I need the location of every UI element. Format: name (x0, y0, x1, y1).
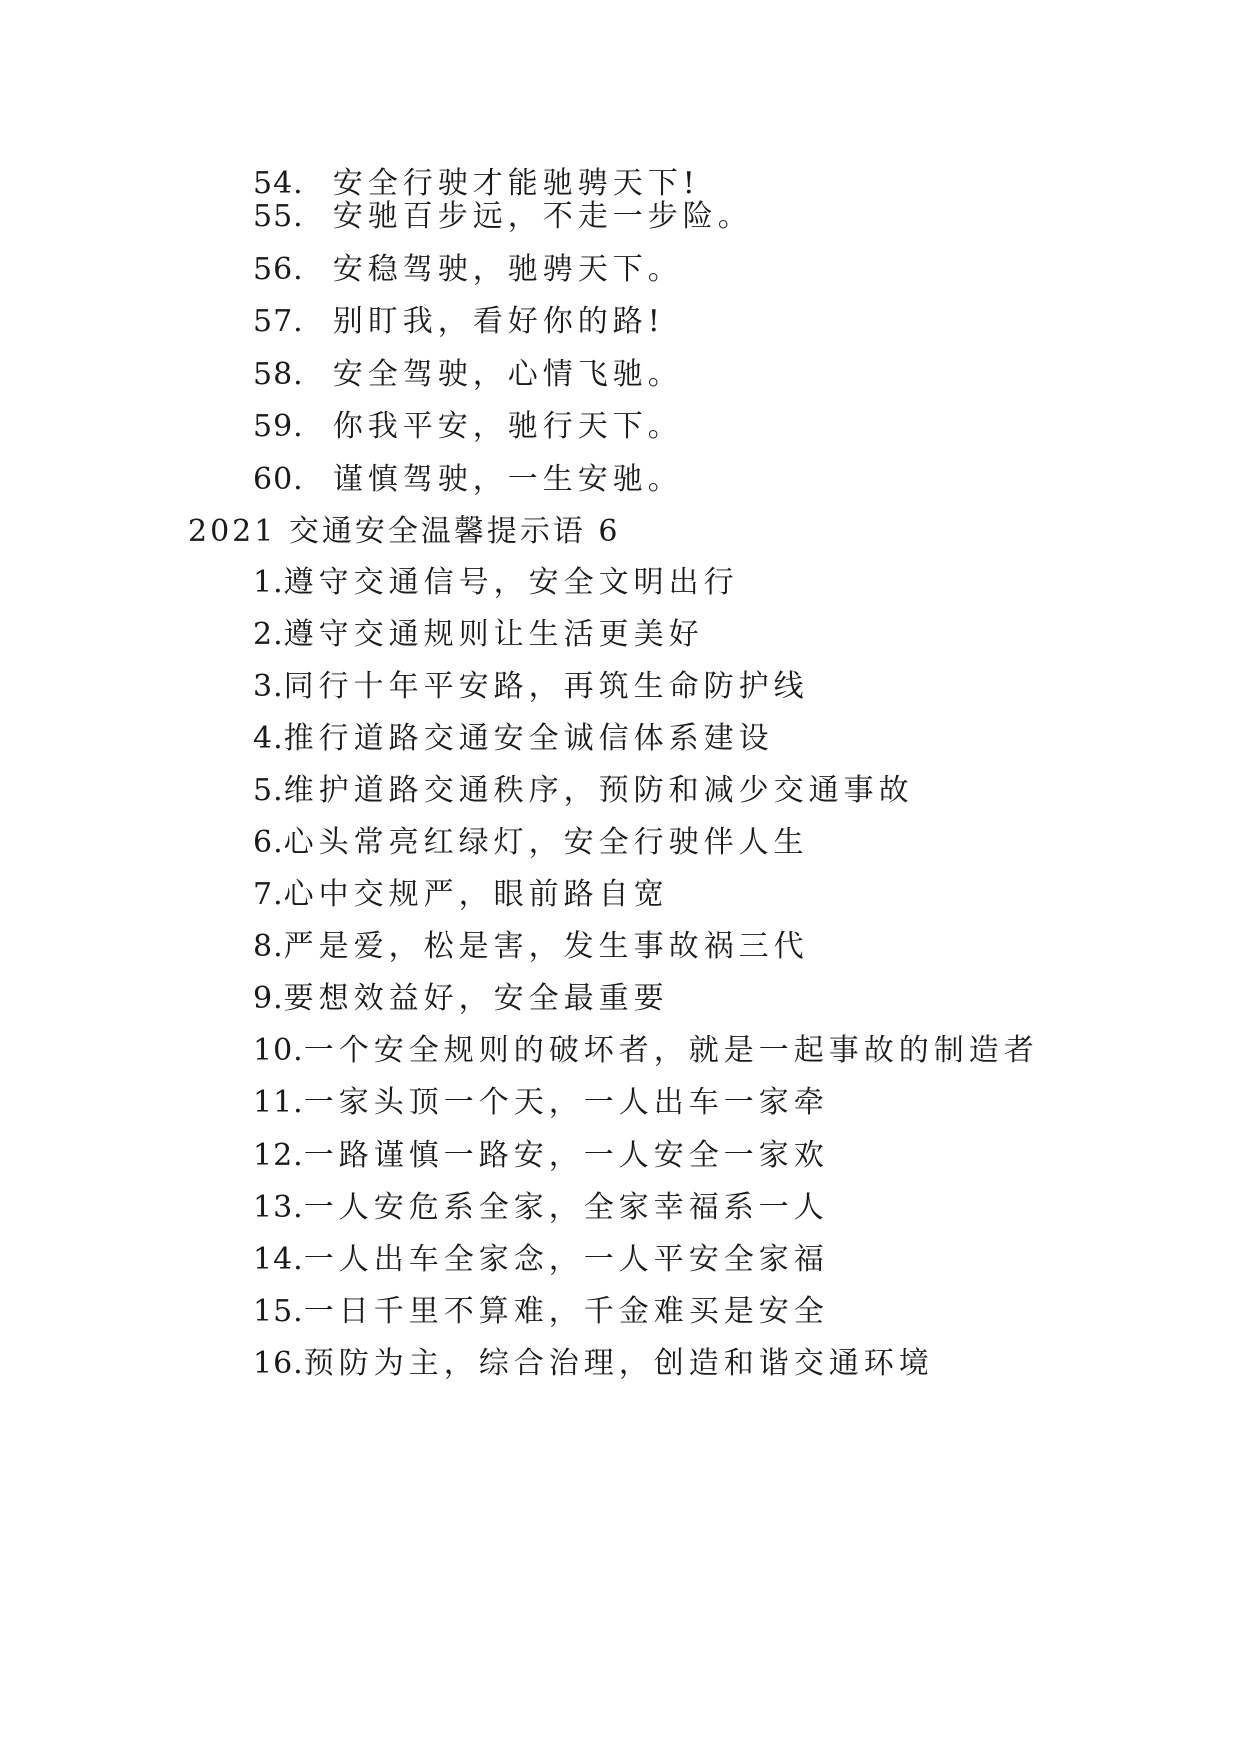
list-item (253, 875, 669, 915)
list-item (253, 979, 669, 1019)
item-text: 你我平安，驰行天下。 (332, 409, 683, 444)
list-item (253, 302, 665, 342)
item-text: 要想效益好，安全最重要 (283, 981, 669, 1016)
item-text: 遵守交通规则让生活更美好 (283, 617, 704, 652)
item-text: 同行十年平安路，再筑生命防护线 (283, 669, 809, 704)
item-text: 一人安危系全家，全家幸福系一人 (303, 1190, 829, 1225)
item-text: 一家头顶一个天，一人出车一家牵 (303, 1085, 829, 1120)
list-item (253, 667, 809, 707)
item-text: 一个安全规则的破坏者，就是一起事故的制造者 (303, 1033, 1039, 1068)
item-text: 一人出车全家念，一人平安全家福 (303, 1242, 829, 1277)
item-text: 推行道路交通安全诚信体系建设 (283, 721, 774, 756)
list-item (253, 927, 809, 967)
item-number: 14. (253, 1242, 304, 1277)
item-text: 遵守交通信号，安全文明出行 (283, 565, 739, 600)
list-item (253, 1188, 829, 1228)
item-number: 59. (253, 409, 304, 444)
list-item (253, 1136, 829, 1176)
item-text: 谨慎驾驶，一生安驰。 (332, 462, 683, 497)
item-number: 15. (253, 1294, 304, 1329)
item-number: 13. (253, 1190, 304, 1225)
list-item (253, 1344, 934, 1384)
item-text: 安全行驶才能驰骋天下! (332, 166, 700, 201)
item-number: 6. (253, 825, 284, 860)
item-number: 60. (253, 462, 304, 497)
item-number: 56. (253, 252, 304, 287)
list-item (253, 771, 914, 811)
list-item (253, 460, 683, 500)
item-text: 一日千里不算难，千金难买是安全 (303, 1294, 829, 1329)
item-text: 心头常亮红绿灯，安全行驶伴人生 (283, 825, 809, 860)
item-number: 1. (253, 565, 284, 600)
list-item (253, 1292, 829, 1332)
item-text: 严是爱，松是害，发生事故祸三代 (283, 929, 809, 964)
item-text: 安全驾驶，心情飞驰。 (332, 357, 683, 392)
list-item (253, 615, 704, 655)
item-number: 57. (253, 304, 304, 339)
list-item (253, 250, 683, 290)
item-number: 12. (253, 1138, 304, 1173)
item-number: 11. (253, 1085, 304, 1120)
item-number: 9. (253, 981, 284, 1016)
item-number: 7. (253, 877, 284, 912)
item-text: 安稳驾驶，驰骋天下。 (332, 252, 683, 287)
item-number: 16. (253, 1346, 304, 1381)
list-item (253, 407, 683, 447)
list-item (253, 355, 683, 395)
item-number: 5. (253, 773, 284, 808)
item-text: 维护道路交通秩序，预防和减少交通事故 (283, 773, 914, 808)
list-item (253, 197, 753, 237)
list-item (253, 823, 809, 863)
item-number: 2. (253, 617, 284, 652)
item-number: 10. (253, 1033, 304, 1068)
item-number: 55. (253, 199, 304, 234)
item-text: 安驰百步远，不走一步险。 (332, 199, 753, 234)
list-item (253, 1240, 829, 1280)
section-heading: 2021 交通安全温馨提示语 6 (188, 514, 621, 549)
item-number: 4. (253, 721, 284, 756)
list-item (253, 1083, 829, 1123)
list-item (253, 563, 739, 603)
item-number: 8. (253, 929, 284, 964)
list-item (253, 719, 774, 759)
item-text: 一路谨慎一路安，一人安全一家欢 (303, 1138, 829, 1173)
item-text: 别盯我，看好你的路! (332, 304, 665, 339)
item-number: 58. (253, 357, 304, 392)
item-number: 54. (253, 166, 304, 201)
item-text: 心中交规严，眼前路自宽 (283, 877, 669, 912)
item-text: 预防为主，综合治理，创造和谐交通环境 (303, 1346, 934, 1381)
item-number: 3. (253, 669, 284, 704)
list-item (253, 1031, 1039, 1071)
